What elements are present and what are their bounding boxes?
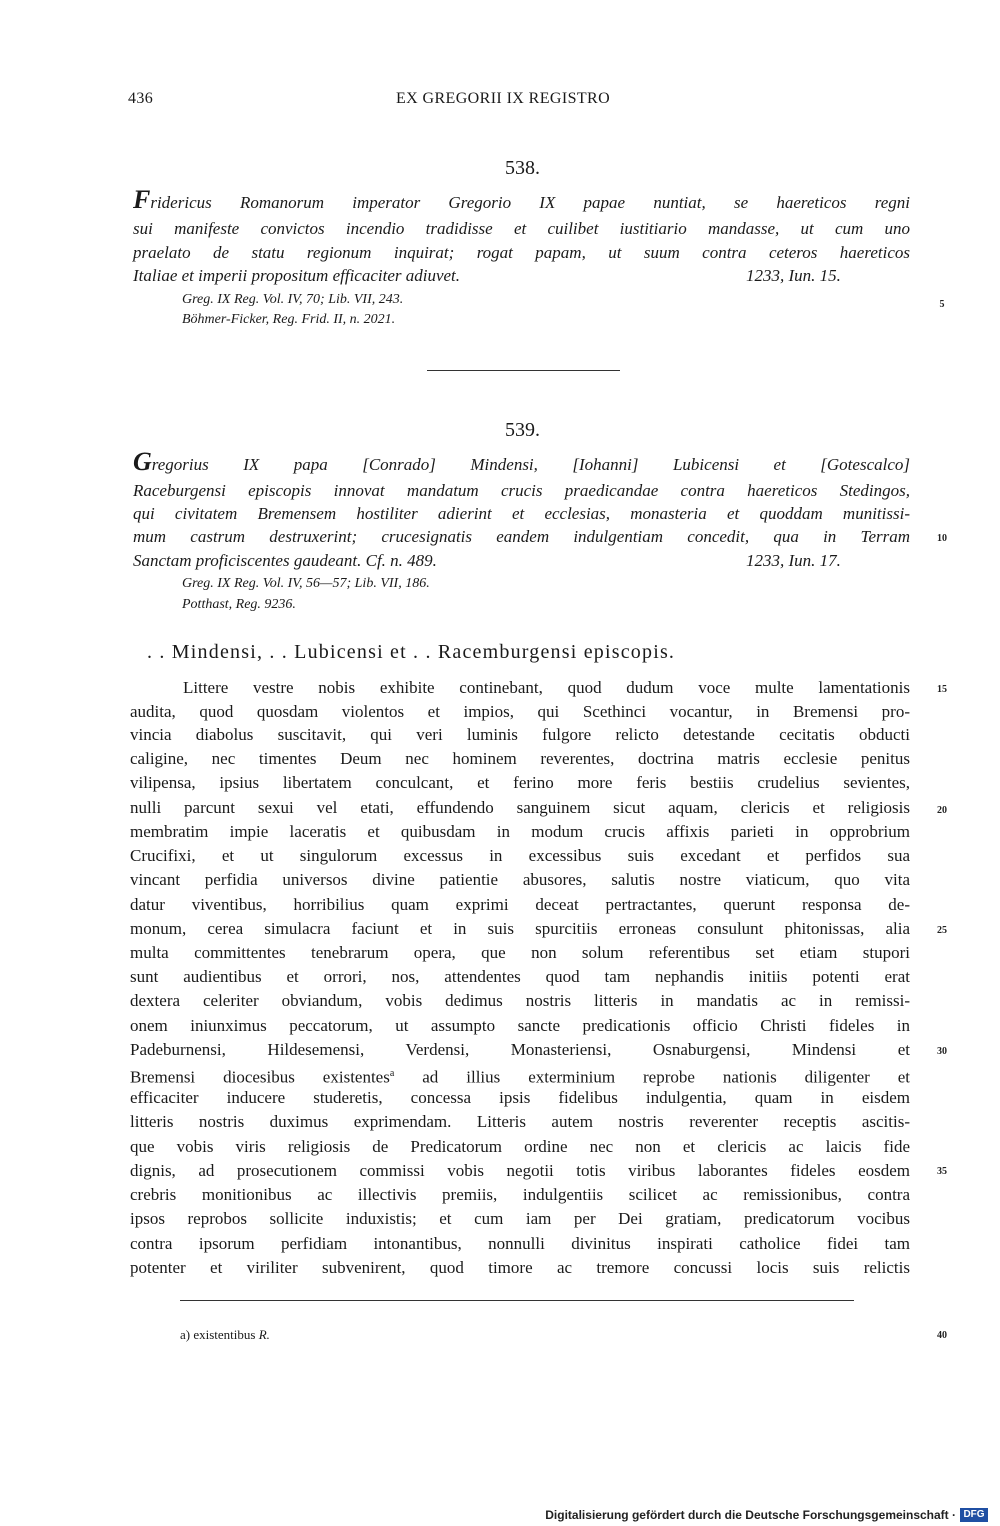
body-line-22: crebris monitionibus ac illectivis premiis, indulgentiis scilicet ac remissionibus, contra: [130, 1185, 910, 1204]
entry-539-summary-line-2: Raceburgensi episcopis innovat mandatum crucis praedicandae contra haereticos Stedingos,: [133, 481, 910, 500]
footnote-reference[interactable]: a: [389, 1068, 395, 1079]
body-line-19: litteris nostris duximus exprimendam. Litteris autem nostris reverenter receptis ascitis-: [130, 1112, 910, 1131]
entry-539-date: 1233, Iun. 17.: [746, 551, 841, 570]
letter-salutation: . . Mindensi, . . Lubicensi et . . Racemburgensi episcopis.: [147, 641, 676, 663]
body-line-5: vilipensa, ipsius libertatem conculcant, et ferino more feris bestiis crudelius sevientes,: [130, 773, 910, 792]
body-line-1: Littere vestre nobis exhibite continebant, quod dudum voce multe lamentationis: [183, 678, 910, 697]
margin-line-number: 15: [937, 684, 947, 695]
dfg-logo-icon: DFG: [960, 1508, 988, 1522]
body-line-17: Bremensi diocesibus existentes$^a$ ad illius exterminium reprobe nationis diligenter et: [130, 1067, 911, 1087]
body-line-24: contra ipsorum perfidiam intonantibus, nonnulli divinitus inspirati catholice fidei tam: [130, 1234, 910, 1253]
margin-line-number: 20: [937, 805, 947, 816]
entry-538-summary-line-4: Italiae et imperii propositum efficaciter adiuvet.: [133, 266, 461, 285]
entry-538-ref-2: Böhmer-Ficker, Reg. Frid. II, n. 2021.: [182, 312, 396, 327]
footnote-rule: [180, 1300, 854, 1301]
entry-538-summary-line-3: praelato de statu regionum inquirat; rogat papam, ut suum contra ceteros haereticos: [133, 243, 910, 262]
body-line-13: sunt audientibus et orrori, nos, attendentes quod tam nephandis initiis potenti erat: [130, 967, 910, 986]
body-line-2: audita, quod quosdam violentos et impios, qui Scethinci vocantur, in Bremensi pro-: [130, 702, 910, 721]
entry-538-dropcap: F: [133, 185, 151, 214]
body-line-25: potenter et viriliter subvenirent, quod timore ac tremore concussi locis suis relictis: [130, 1258, 910, 1277]
page-number: 436: [128, 90, 154, 107]
entry-539-summary-line-4: mum castrum destruxerint; crucesignatis eandem indulgentiam concedit, qua in Terram: [133, 527, 910, 546]
body-line-11: monum, cerea simulacra faciunt et in suis spurcitiis erroneas consulunt phitonissas, alia: [130, 919, 910, 938]
margin-line-number: 35: [937, 1166, 947, 1177]
margin-line-number: 5: [939, 299, 945, 310]
dfg-credit-text: Digitalisierung gefördert durch die Deutsche Forschungsgemeinschaft ·: [545, 1508, 956, 1522]
running-title: EX GREGORII IX REGISTRO: [396, 90, 611, 107]
entry-539-summary-line-3: qui civitatem Bremensem hostiliter adierint et ecclesias, monasteria et quoddam munitissi-: [133, 504, 910, 523]
body-line-12: multa committentes tenebrarum opera, que non solum referentibus set etiam stupori: [130, 943, 910, 962]
entry-538-summary-line-1: Fridericus Romanorum imperator Gregorio IX papae nuntiat, se haereticos regni: [133, 185, 910, 214]
margin-line-number: 25: [937, 925, 947, 936]
entry-538-ref-1: Greg. IX Reg. Vol. IV, 70; Lib. VII, 243.: [182, 292, 404, 307]
entry-539-ref-2: Potthast, Reg. 9236.: [182, 597, 296, 612]
body-line-10: datur viventibus, horribilius quam exprimi deceat pertractantes, querunt responsa de-: [130, 895, 910, 914]
body-line-15: onem iniunximus peccatorum, ut assumpto sancte predicationis officio Christi fideles in: [130, 1016, 910, 1035]
footnote-siglum: R.: [258, 1327, 270, 1342]
footnote: [180, 1327, 270, 1343]
margin-line-number: 10: [937, 533, 947, 544]
footnote-text: existentibus: [190, 1327, 259, 1342]
entry-538-date: 1233, Iun. 15.: [746, 266, 841, 285]
footnote-marker: a): [180, 1327, 191, 1342]
entry-separator-rule: [427, 370, 620, 371]
entry-539-summary-line-5: Sanctam proficiscentes gaudeant. Cf. n. 489.: [133, 551, 437, 570]
body-line-20: que vobis viris religiosis de Predicatorum ordine nec non et clericis ac laicis fide: [130, 1137, 910, 1156]
margin-line-number: 30: [937, 1046, 947, 1057]
body-line-23: ipsos reprobos sollicite induxistis; et cum iam per Dei gratiam, predicatorum vocibus: [130, 1209, 910, 1228]
digitization-footer: [0, 1506, 1000, 1526]
margin-line-number: 40: [937, 1330, 947, 1341]
body-line-3: vincia diabolus suscitavit, qui veri luminis fulgore relicto detestande cecitatis obducti: [130, 725, 910, 744]
body-line-9: vincant perfidia universos divine patientie abusores, salutis nostre viaticum, quo vita: [130, 870, 910, 889]
body-line-8: Crucifixi, et ut singulorum excessus in excessibus suis excedant et perfidos sua: [130, 846, 910, 865]
body-line-6: nulli parcunt sexui vel etati, effundendo sanguinem sicut aquam, clericis et religiosis: [130, 798, 910, 817]
body-line-7: membratim impie laceratis et quibusdam in modum crucis affixis parieti in opprobrium: [130, 822, 910, 841]
body-line-18: efficaciter inducere studeretis, concessa ipsis fidelibus indulgentia, quam in eisdem: [130, 1088, 910, 1107]
body-line-21: dignis, ad prosecutionem commissi vobis negotii totis viribus laborantes fideles eosdem: [130, 1161, 910, 1180]
body-line-14: dextera celeriter obviandum, vobis dedimus nostris litteris in mandatis ac in remissi-: [130, 991, 910, 1010]
entry-539-summary-line-1: Gregorius IX papa [Conrado] Mindensi, [Iohanni] Lubicensi et [Gotescalco]: [133, 447, 910, 476]
entry-538-summary-line-2: sui manifeste convictos incendio tradidisse et cuilibet iustitiario mandasse, ut cum uno: [133, 219, 910, 238]
body-line-4: caligine, nec timentes Deum nec hominem reverentes, doctrina matris ecclesie penitus: [130, 749, 910, 768]
entry-539-ref-1: Greg. IX Reg. Vol. IV, 56—57; Lib. VII, 186.: [182, 576, 430, 591]
entry-539-number: 539.: [505, 419, 540, 441]
entry-539-dropcap: G: [133, 447, 152, 476]
body-line-16: Padeburnensi, Hildesemensi, Verdensi, Monasteriensi, Osnaburgensi, Mindensi et: [130, 1040, 910, 1059]
entry-538-number: 538.: [505, 157, 540, 179]
